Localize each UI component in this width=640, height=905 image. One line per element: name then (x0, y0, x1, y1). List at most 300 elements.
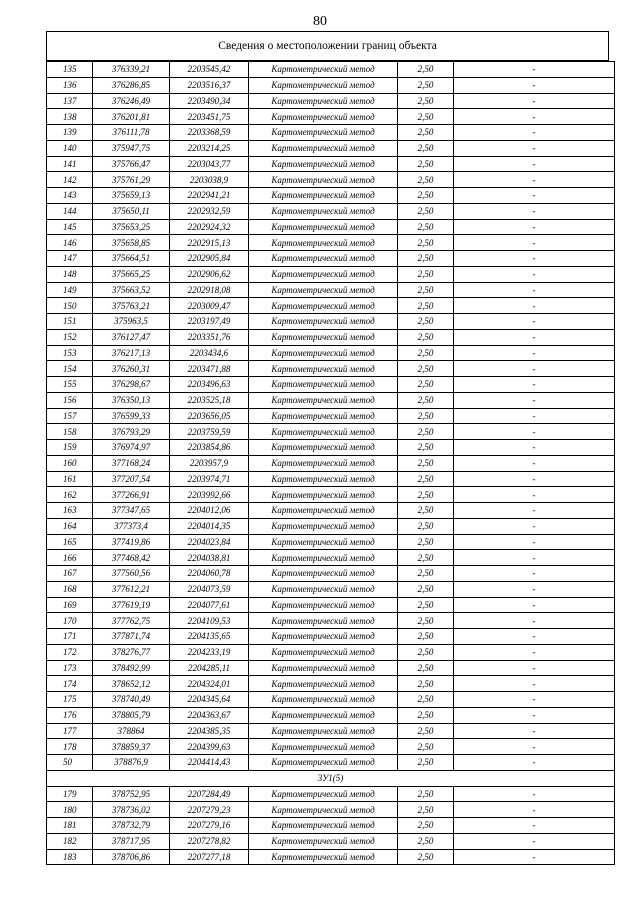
method-cell: Картометрический метод (249, 408, 398, 424)
method-cell: Картометрический метод (249, 188, 398, 204)
table-row (47, 629, 615, 645)
description-cell: - (454, 455, 615, 471)
method-cell: Картометрический метод (249, 629, 398, 645)
method-cell: Картометрический метод (249, 156, 398, 172)
y-coordinate-cell: 2202906,62 (170, 266, 249, 282)
table-row (47, 392, 615, 408)
method-cell: Картометрический метод (249, 77, 398, 93)
table-row (47, 109, 615, 125)
table-row (47, 692, 615, 708)
method-cell: Картометрический метод (249, 692, 398, 708)
point-number-cell: 151 (47, 314, 93, 330)
table-row (47, 503, 615, 519)
description-cell: - (454, 408, 615, 424)
x-coordinate-cell: 377871,74 (93, 629, 170, 645)
method-cell: Картометрический метод (249, 93, 398, 109)
description-cell: - (454, 361, 615, 377)
table-row (47, 597, 615, 613)
method-cell: Картометрический метод (249, 266, 398, 282)
y-coordinate-cell: 2204073,59 (170, 581, 249, 597)
point-number-cell: 169 (47, 597, 93, 613)
method-cell: Картометрический метод (249, 361, 398, 377)
accuracy-cell: 2,50 (398, 629, 454, 645)
description-cell: - (454, 345, 615, 361)
table-row (47, 345, 615, 361)
description-cell: - (454, 566, 615, 582)
accuracy-cell: 2,50 (398, 156, 454, 172)
y-coordinate-cell: 2203974,71 (170, 471, 249, 487)
point-number-cell: 182 (47, 833, 93, 849)
y-coordinate-cell: 2204060,78 (170, 566, 249, 582)
accuracy-cell: 2,50 (398, 125, 454, 141)
point-number-cell: 158 (47, 424, 93, 440)
table-title: Сведения о местоположении границ объекта (46, 31, 609, 61)
y-coordinate-cell: 2204285,11 (170, 660, 249, 676)
description-cell: - (454, 755, 615, 771)
y-coordinate-cell: 2204399,63 (170, 739, 249, 755)
accuracy-cell: 2,50 (398, 597, 454, 613)
point-number-cell: 174 (47, 676, 93, 692)
accuracy-cell: 2,50 (398, 77, 454, 93)
y-coordinate-cell: 2203516,37 (170, 77, 249, 93)
description-cell: - (454, 109, 615, 125)
description-cell: - (454, 613, 615, 629)
x-coordinate-cell: 377207,54 (93, 471, 170, 487)
description-cell: - (454, 377, 615, 393)
x-coordinate-cell: 378276,77 (93, 644, 170, 660)
description-cell: - (454, 471, 615, 487)
point-number-cell: 148 (47, 266, 93, 282)
method-cell: Картометрический метод (249, 755, 398, 771)
x-coordinate-cell: 376127,47 (93, 329, 170, 345)
method-cell: Картометрический метод (249, 455, 398, 471)
method-cell: Картометрический метод (249, 109, 398, 125)
point-number-cell: 147 (47, 251, 93, 267)
accuracy-cell: 2,50 (398, 62, 454, 78)
point-number-cell: 172 (47, 644, 93, 660)
y-coordinate-cell: 2202905,84 (170, 251, 249, 267)
x-coordinate-cell: 376201,81 (93, 109, 170, 125)
description-cell: - (454, 629, 615, 645)
y-coordinate-cell: 2203214,25 (170, 140, 249, 156)
accuracy-cell: 2,50 (398, 660, 454, 676)
description-cell: - (454, 739, 615, 755)
accuracy-cell: 2,50 (398, 755, 454, 771)
accuracy-cell: 2,50 (398, 392, 454, 408)
table-row (47, 487, 615, 503)
y-coordinate-cell: 2204109,53 (170, 613, 249, 629)
method-cell: Картометрический метод (249, 597, 398, 613)
method-cell: Картометрический метод (249, 503, 398, 519)
description-cell: - (454, 440, 615, 456)
description-cell: - (454, 503, 615, 519)
table-row (47, 203, 615, 219)
description-cell: - (454, 77, 615, 93)
y-coordinate-cell: 2207279,16 (170, 818, 249, 834)
point-number-cell: 183 (47, 849, 93, 865)
accuracy-cell: 2,50 (398, 550, 454, 566)
method-cell: Картометрический метод (249, 849, 398, 865)
y-coordinate-cell: 2203351,76 (170, 329, 249, 345)
accuracy-cell: 2,50 (398, 455, 454, 471)
point-number-cell: 137 (47, 93, 93, 109)
point-number-cell: 153 (47, 345, 93, 361)
description-cell: - (454, 723, 615, 739)
x-coordinate-cell: 378652,12 (93, 676, 170, 692)
point-number-cell: 177 (47, 723, 93, 739)
method-cell: Картометрический метод (249, 203, 398, 219)
y-coordinate-cell: 2203043,77 (170, 156, 249, 172)
table-row (47, 581, 615, 597)
x-coordinate-cell: 377373,4 (93, 518, 170, 534)
description-cell: - (454, 188, 615, 204)
point-number-cell: 152 (47, 329, 93, 345)
method-cell: Картометрический метод (249, 172, 398, 188)
y-coordinate-cell: 2207284,49 (170, 786, 249, 802)
accuracy-cell: 2,50 (398, 518, 454, 534)
point-number-cell: 160 (47, 455, 93, 471)
description-cell: - (454, 329, 615, 345)
x-coordinate-cell: 378706,86 (93, 849, 170, 865)
accuracy-cell: 2,50 (398, 424, 454, 440)
y-coordinate-cell: 2204345,64 (170, 692, 249, 708)
point-number-cell: 154 (47, 361, 93, 377)
table-row (47, 93, 615, 109)
description-cell: - (454, 125, 615, 141)
y-coordinate-cell: 2203009,47 (170, 298, 249, 314)
description-cell: - (454, 282, 615, 298)
table-row (47, 140, 615, 156)
accuracy-cell: 2,50 (398, 140, 454, 156)
description-cell: - (454, 62, 615, 78)
description-cell: - (454, 518, 615, 534)
x-coordinate-cell: 377168,24 (93, 455, 170, 471)
x-coordinate-cell: 375963,5 (93, 314, 170, 330)
accuracy-cell: 2,50 (398, 314, 454, 330)
table-row (47, 266, 615, 282)
y-coordinate-cell: 2203992,66 (170, 487, 249, 503)
description-cell: - (454, 235, 615, 251)
y-coordinate-cell: 2203197,49 (170, 314, 249, 330)
y-coordinate-cell: 2203496,63 (170, 377, 249, 393)
point-number-cell: 157 (47, 408, 93, 424)
description-cell: - (454, 172, 615, 188)
point-number-cell: 176 (47, 707, 93, 723)
table-row (47, 455, 615, 471)
accuracy-cell: 2,50 (398, 849, 454, 865)
accuracy-cell: 2,50 (398, 818, 454, 834)
method-cell: Картометрический метод (249, 235, 398, 251)
method-cell: Картометрический метод (249, 219, 398, 235)
method-cell: Картометрический метод (249, 298, 398, 314)
point-number-cell: 50 (47, 755, 93, 771)
accuracy-cell: 2,50 (398, 786, 454, 802)
y-coordinate-cell: 2202915,13 (170, 235, 249, 251)
point-number-cell: 135 (47, 62, 93, 78)
section-label: 3У1(5) (47, 770, 615, 786)
point-number-cell: 143 (47, 188, 93, 204)
point-number-cell: 161 (47, 471, 93, 487)
x-coordinate-cell: 376974,97 (93, 440, 170, 456)
table-row (47, 172, 615, 188)
method-cell: Картометрический метод (249, 487, 398, 503)
method-cell: Картометрический метод (249, 566, 398, 582)
description-cell: - (454, 251, 615, 267)
table-row (47, 676, 615, 692)
description-cell: - (454, 818, 615, 834)
y-coordinate-cell: 2204077,61 (170, 597, 249, 613)
method-cell: Картометрический метод (249, 125, 398, 141)
description-cell: - (454, 849, 615, 865)
method-cell: Картометрический метод (249, 613, 398, 629)
method-cell: Картометрический метод (249, 392, 398, 408)
description-cell: - (454, 534, 615, 550)
point-number-cell: 164 (47, 518, 93, 534)
description-cell: - (454, 644, 615, 660)
x-coordinate-cell: 378859,37 (93, 739, 170, 755)
point-number-cell: 175 (47, 692, 93, 708)
point-number-cell: 155 (47, 377, 93, 393)
method-cell: Картометрический метод (249, 581, 398, 597)
page-number: 80 (313, 14, 327, 29)
y-coordinate-cell: 2204414,43 (170, 755, 249, 771)
table-row (47, 644, 615, 660)
accuracy-cell: 2,50 (398, 93, 454, 109)
table-row (47, 755, 615, 771)
table-row (47, 534, 615, 550)
x-coordinate-cell: 375650,11 (93, 203, 170, 219)
method-cell: Картометрический метод (249, 471, 398, 487)
table-row (47, 440, 615, 456)
y-coordinate-cell: 2204014,35 (170, 518, 249, 534)
description-cell: - (454, 140, 615, 156)
y-coordinate-cell: 2203368,59 (170, 125, 249, 141)
y-coordinate-cell: 2204135,65 (170, 629, 249, 645)
y-coordinate-cell: 2203434,6 (170, 345, 249, 361)
description-cell: - (454, 424, 615, 440)
point-number-cell: 180 (47, 802, 93, 818)
accuracy-cell: 2,50 (398, 471, 454, 487)
description-cell: - (454, 597, 615, 613)
point-number-cell: 150 (47, 298, 93, 314)
x-coordinate-cell: 378876,9 (93, 755, 170, 771)
y-coordinate-cell: 2203451,75 (170, 109, 249, 125)
table-row (47, 739, 615, 755)
y-coordinate-cell: 2202924,32 (170, 219, 249, 235)
y-coordinate-cell: 2207277,18 (170, 849, 249, 865)
method-cell: Картометрический метод (249, 786, 398, 802)
description-cell: - (454, 833, 615, 849)
method-cell: Картометрический метод (249, 62, 398, 78)
table-row (47, 235, 615, 251)
point-number-cell: 141 (47, 156, 93, 172)
accuracy-cell: 2,50 (398, 282, 454, 298)
description-cell: - (454, 550, 615, 566)
table-row (47, 314, 615, 330)
accuracy-cell: 2,50 (398, 203, 454, 219)
accuracy-cell: 2,50 (398, 408, 454, 424)
table-row (47, 188, 615, 204)
x-coordinate-cell: 378492,99 (93, 660, 170, 676)
table-row (47, 77, 615, 93)
method-cell: Картометрический метод (249, 251, 398, 267)
point-number-cell: 138 (47, 109, 93, 125)
x-coordinate-cell: 377266,91 (93, 487, 170, 503)
method-cell: Картометрический метод (249, 282, 398, 298)
accuracy-cell: 2,50 (398, 503, 454, 519)
point-number-cell: 149 (47, 282, 93, 298)
x-coordinate-cell: 376793,29 (93, 424, 170, 440)
accuracy-cell: 2,50 (398, 707, 454, 723)
method-cell: Картометрический метод (249, 140, 398, 156)
accuracy-cell: 2,50 (398, 739, 454, 755)
y-coordinate-cell: 2203038,9 (170, 172, 249, 188)
y-coordinate-cell: 2204233,19 (170, 644, 249, 660)
description-cell: - (454, 707, 615, 723)
table-row (47, 298, 615, 314)
accuracy-cell: 2,50 (398, 802, 454, 818)
accuracy-cell: 2,50 (398, 534, 454, 550)
table-row (47, 707, 615, 723)
point-number-cell: 142 (47, 172, 93, 188)
y-coordinate-cell: 2203545,42 (170, 62, 249, 78)
method-cell: Картометрический метод (249, 329, 398, 345)
x-coordinate-cell: 375663,52 (93, 282, 170, 298)
point-number-cell: 179 (47, 786, 93, 802)
x-coordinate-cell: 378736,02 (93, 802, 170, 818)
table-row (47, 802, 615, 818)
accuracy-cell: 2,50 (398, 172, 454, 188)
description-cell: - (454, 203, 615, 219)
table-row (47, 723, 615, 739)
description-cell: - (454, 392, 615, 408)
description-cell: - (454, 298, 615, 314)
method-cell: Картометрический метод (249, 314, 398, 330)
x-coordinate-cell: 377560,56 (93, 566, 170, 582)
accuracy-cell: 2,50 (398, 266, 454, 282)
method-cell: Картометрический метод (249, 660, 398, 676)
x-coordinate-cell: 376350,13 (93, 392, 170, 408)
accuracy-cell: 2,50 (398, 676, 454, 692)
accuracy-cell: 2,50 (398, 361, 454, 377)
table-body (47, 62, 615, 865)
y-coordinate-cell: 2203471,88 (170, 361, 249, 377)
y-coordinate-cell: 2204324,01 (170, 676, 249, 692)
description-cell: - (454, 93, 615, 109)
table-row (47, 550, 615, 566)
point-number-cell: 146 (47, 235, 93, 251)
y-coordinate-cell: 2203854,86 (170, 440, 249, 456)
table-row (47, 566, 615, 582)
method-cell: Картометрический метод (249, 440, 398, 456)
accuracy-cell: 2,50 (398, 298, 454, 314)
accuracy-cell: 2,50 (398, 377, 454, 393)
table-row (47, 62, 615, 78)
accuracy-cell: 2,50 (398, 235, 454, 251)
point-number-cell: 173 (47, 660, 93, 676)
point-number-cell: 165 (47, 534, 93, 550)
x-coordinate-cell: 375664,51 (93, 251, 170, 267)
method-cell: Картометрический метод (249, 377, 398, 393)
y-coordinate-cell: 2202918,08 (170, 282, 249, 298)
x-coordinate-cell: 378752,95 (93, 786, 170, 802)
point-number-cell: 163 (47, 503, 93, 519)
accuracy-cell: 2,50 (398, 566, 454, 582)
accuracy-cell: 2,50 (398, 251, 454, 267)
table-row (47, 377, 615, 393)
boundary-table (46, 31, 609, 865)
method-cell: Картометрический метод (249, 676, 398, 692)
point-number-cell: 168 (47, 581, 93, 597)
method-cell: Картометрический метод (249, 802, 398, 818)
point-number-cell: 167 (47, 566, 93, 582)
point-number-cell: 170 (47, 613, 93, 629)
accuracy-cell: 2,50 (398, 613, 454, 629)
y-coordinate-cell: 2204038,81 (170, 550, 249, 566)
point-number-cell: 166 (47, 550, 93, 566)
method-cell: Картометрический метод (249, 833, 398, 849)
y-coordinate-cell: 2203525,18 (170, 392, 249, 408)
description-cell: - (454, 676, 615, 692)
description-cell: - (454, 786, 615, 802)
description-cell: - (454, 660, 615, 676)
description-cell: - (454, 581, 615, 597)
point-number-cell: 178 (47, 739, 93, 755)
description-cell: - (454, 314, 615, 330)
y-coordinate-cell: 2203656,05 (170, 408, 249, 424)
y-coordinate-cell: 2203490,34 (170, 93, 249, 109)
accuracy-cell: 2,50 (398, 581, 454, 597)
x-coordinate-cell: 377468,42 (93, 550, 170, 566)
x-coordinate-cell: 376246,49 (93, 93, 170, 109)
accuracy-cell: 2,50 (398, 692, 454, 708)
description-cell: - (454, 802, 615, 818)
y-coordinate-cell: 2207278,82 (170, 833, 249, 849)
table-row (47, 613, 615, 629)
x-coordinate-cell: 375659,13 (93, 188, 170, 204)
table-row (47, 660, 615, 676)
accuracy-cell: 2,50 (398, 833, 454, 849)
x-coordinate-cell: 375761,29 (93, 172, 170, 188)
x-coordinate-cell: 378717,95 (93, 833, 170, 849)
y-coordinate-cell: 2207279,23 (170, 802, 249, 818)
method-cell: Картометрический метод (249, 723, 398, 739)
coordinates-table (46, 61, 615, 865)
y-coordinate-cell: 2204385,35 (170, 723, 249, 739)
table-row (47, 471, 615, 487)
accuracy-cell: 2,50 (398, 109, 454, 125)
table-row (47, 125, 615, 141)
x-coordinate-cell: 376260,31 (93, 361, 170, 377)
table-row (47, 424, 615, 440)
table-row (47, 251, 615, 267)
point-number-cell: 162 (47, 487, 93, 503)
x-coordinate-cell: 378732,79 (93, 818, 170, 834)
accuracy-cell: 2,50 (398, 440, 454, 456)
method-cell: Картометрический метод (249, 550, 398, 566)
point-number-cell: 145 (47, 219, 93, 235)
x-coordinate-cell: 377762,75 (93, 613, 170, 629)
point-number-cell: 139 (47, 125, 93, 141)
table-row (47, 361, 615, 377)
method-cell: Картометрический метод (249, 424, 398, 440)
table-row (47, 833, 615, 849)
method-cell: Картометрический метод (249, 818, 398, 834)
table-row (47, 408, 615, 424)
y-coordinate-cell: 2204012,06 (170, 503, 249, 519)
accuracy-cell: 2,50 (398, 345, 454, 361)
x-coordinate-cell: 376599,33 (93, 408, 170, 424)
